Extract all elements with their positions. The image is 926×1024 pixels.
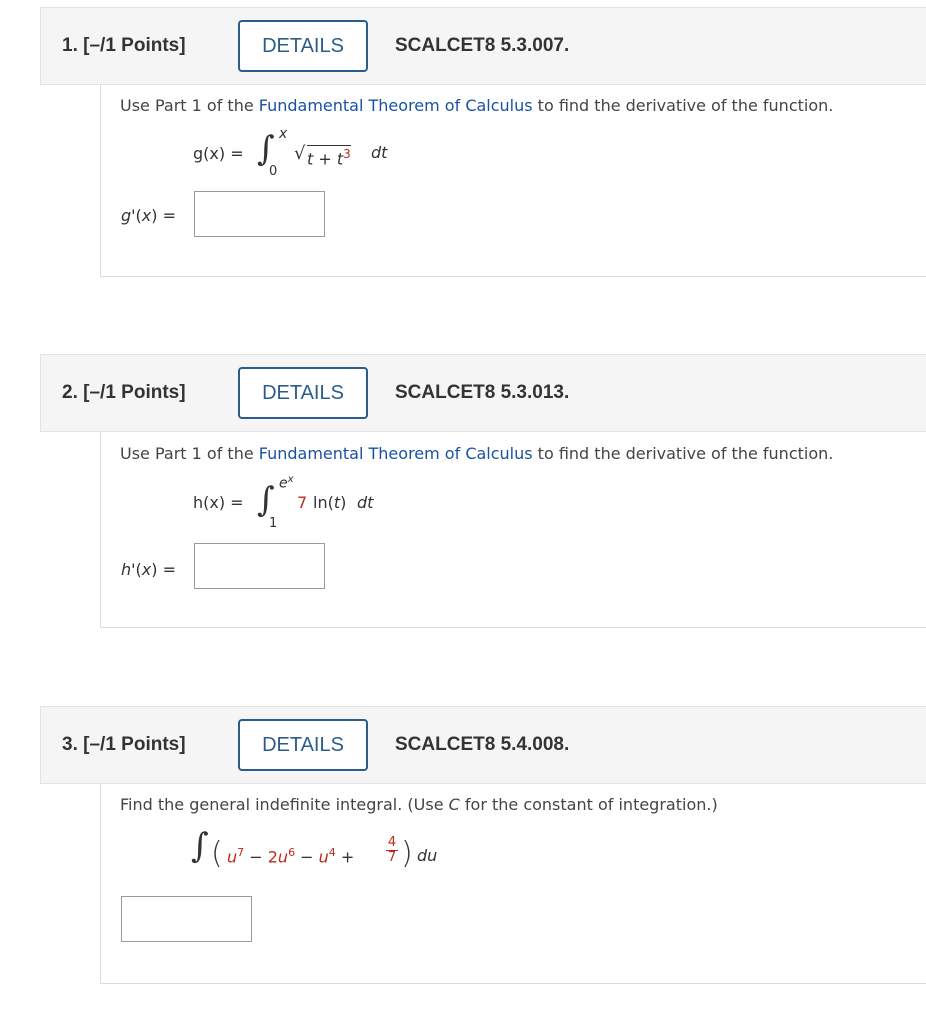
question-3-header bbox=[40, 706, 926, 784]
answer-label: h'(x) = bbox=[121, 560, 176, 579]
differential: dt bbox=[371, 143, 388, 162]
question-3-code: SCALCET8 5.4.008. bbox=[395, 734, 570, 755]
sqrt-symbol: √ bbox=[294, 143, 306, 164]
question-2-details-button[interactable]: DETAILS bbox=[238, 367, 368, 419]
integrand: ln(t) bbox=[313, 493, 347, 512]
close-paren: ) bbox=[401, 836, 413, 871]
question-1-body bbox=[100, 85, 926, 277]
fraction: 4 7 bbox=[387, 835, 397, 865]
question-3-points: 3. [–/1 Points] bbox=[62, 734, 186, 755]
ftc-link[interactable]: Fundamental Theorem of Calculus bbox=[258, 444, 533, 463]
open-paren: ( bbox=[211, 836, 223, 871]
differential: dt bbox=[357, 493, 374, 512]
question-1-points: 1. [–/1 Points] bbox=[62, 35, 186, 56]
coefficient: 7 bbox=[297, 493, 308, 512]
question-2-body bbox=[100, 432, 926, 628]
question-3-details-button[interactable]: DETAILS bbox=[238, 719, 368, 771]
function-lhs: g(x) = bbox=[193, 144, 244, 163]
function-lhs: h(x) = bbox=[193, 493, 244, 512]
upper-limit: x bbox=[279, 126, 288, 142]
question-2-prompt: Use Part 1 of the Fundamental Theorem of Calculus to find the derivative of the function. bbox=[120, 444, 834, 463]
differential: du bbox=[417, 846, 438, 865]
integral-sign: ∫ bbox=[257, 129, 275, 169]
answer-input[interactable] bbox=[194, 191, 325, 237]
question-2-points: 2. [–/1 Points] bbox=[62, 382, 186, 403]
integrand-expression: $u^7 - 2u^6 - u^4$ + bbox=[227, 846, 355, 867]
answer-input[interactable] bbox=[194, 543, 325, 589]
question-3-prompt: Find the general indefinite integral. (Use C for the constant of integration.) bbox=[120, 795, 718, 814]
integral-sign: ∫ bbox=[257, 480, 275, 520]
question-1-header bbox=[40, 7, 926, 85]
answer-input[interactable] bbox=[121, 896, 252, 942]
question-1-code: SCALCET8 5.3.007. bbox=[395, 35, 570, 56]
ftc-link[interactable]: Fundamental Theorem of Calculus bbox=[258, 96, 533, 115]
question-2-header bbox=[40, 354, 926, 432]
lower-limit: 0 bbox=[269, 164, 278, 179]
question-1-details-button[interactable]: DETAILS bbox=[238, 20, 368, 72]
question-1-prompt: Use Part 1 of the Fundamental Theorem of Calculus to find the derivative of the function. bbox=[120, 96, 834, 115]
upper-limit: $e^x$ bbox=[279, 474, 294, 492]
integrand: $t + t^3$ bbox=[307, 147, 351, 169]
question-3-body bbox=[100, 784, 926, 984]
integral-sign: ∫ bbox=[191, 826, 209, 866]
answer-label: g'(x) = bbox=[121, 206, 176, 225]
question-2-code: SCALCET8 5.3.013. bbox=[395, 382, 570, 403]
lower-limit: 1 bbox=[269, 516, 278, 531]
